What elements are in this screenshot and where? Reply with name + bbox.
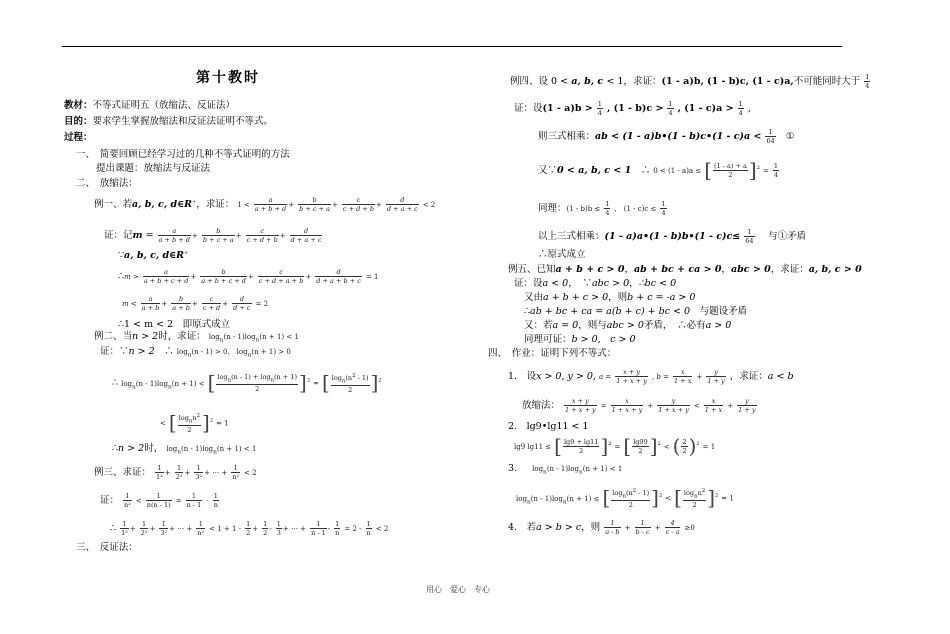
proof-five-sum: 又由a + b + c > 0，则b + c = -a > 0	[524, 292, 696, 303]
example-one: 例一、若a, b, c, d∈R+，求证： 1 < $\frac{a}{a + b + d}$ + $\frac{b}{b + c + a}$ + $\frac{c}{c + d + b}$ + $\frac{d}{d + a + c}$ < 2	[94, 196, 436, 214]
fraction: $\frac{c}{c + d + b}$	[246, 227, 278, 244]
fraction: $\frac{y}{1 + y}$	[707, 368, 725, 385]
proof-two-inequality: ∴ $\log_n(n - 1)\log_n(n + 1)$ < [ $\frac{\log_n(n - 1) + \log_n(n + 1)}{2}$ ]$^2$ = [ $\frac{\log_n(n^2 - 1)}{2}$ ]$^2$	[112, 370, 382, 395]
proof-five-zero-case: 又：若a = 0，则与abc > 0矛盾， ∴必有a > 0	[524, 320, 732, 331]
fraction: $\frac{1}{64}$	[745, 228, 754, 245]
fraction: $\frac{1}{n}$	[366, 520, 371, 537]
process-heading: 过程：	[64, 132, 93, 143]
fraction: $\frac{(1 - a) + a}{2}$	[714, 162, 747, 180]
fraction: $\frac{b}{a + b + c + d}$	[201, 268, 246, 285]
fraction: $\frac{1}{n(n - 1)}$	[146, 492, 171, 509]
fraction: $\frac{b}{b + c + a}$	[299, 196, 330, 214]
fraction: $\frac{a}{a + b + c + d}$	[143, 268, 189, 285]
fraction: $\frac{1}{\text{3²}}$	[195, 464, 203, 481]
fraction: $\frac{b}{a + b}$	[172, 295, 190, 312]
fraction: $\frac{1}{\text{3²}}$	[160, 520, 168, 537]
proof-one-def: 证：记m = $\frac{a}{a + b + d}$ + $\frac{b}{b + c + a}$ + $\frac{c}{c + d + b}$ + $\frac{d}{d + a + c}$	[104, 227, 322, 244]
proof-two-conclusion: ∴n > 2时， $\log_n(n - 1)\log_n(n + 1) < 1$	[112, 443, 257, 456]
proof-four-product: 则三式相乘：ab < (1 - a)b•(1 - b)c•(1 - c)a < $\frac{1}{64}$ ①	[538, 128, 795, 145]
fraction: $\frac{1}{4}$	[661, 200, 666, 217]
fraction: $\frac{x}{1 + x}$	[704, 397, 723, 414]
fraction: $\frac{x + y}{1 + x + y}$	[565, 397, 596, 414]
fraction: $\frac{1}{n - 1}$	[186, 492, 202, 509]
page-footer: 用心 爱心 专心	[426, 585, 490, 594]
fraction: $\frac{\log_n(n^2 - 1)}{2}$	[612, 488, 650, 510]
fraction: $\frac{y}{1 + x + y}$	[658, 397, 689, 414]
proof-four-bound: 又∵0 < a, b, c < 1 ∴ 0 < (1 - a)a ≤ [ $\frac{(1 - a) + a}{2}$ ]$^2$ = $\frac{1}{4}$	[538, 158, 778, 183]
fraction: $\frac{1}{4}$	[605, 200, 610, 217]
fraction: $\frac{d}{d + a + b + c}$	[316, 268, 361, 285]
fraction: $\frac{\lg 99}{2}$	[633, 438, 648, 456]
fraction: $\frac{y}{1 + y}$	[738, 397, 756, 414]
proof-four-assume: 证：设(1 - a)b > $\frac{1}{4}$ , (1 - b)c > $\frac{1}{4}$ , (1 - c)a > $\frac{1}{4}$ ,	[514, 100, 751, 117]
example-two: 例二、当n > 2时，求证： $\log_n(n - 1)\log_n(n + 1) < 1$	[94, 331, 299, 344]
fraction: $\frac{1}{b - c}$	[635, 519, 650, 536]
fraction: $\frac{1}{4}$	[597, 100, 602, 117]
fraction: $\frac{c}{c + d}$	[202, 295, 221, 312]
fraction: $\frac{2}{2}$	[682, 438, 687, 456]
fraction: $\frac{1}{n}$	[335, 520, 340, 537]
fraction: $\frac{1}{4}$	[738, 100, 743, 117]
homework-three: 3. $\log_n(n - 1)\log_n(n + 1) < 1$	[508, 463, 623, 476]
proof-three-step: 证： $\frac{1}{\text{n²}}$ < $\frac{1}{n(n - 1)}$ = $\frac{1}{n - 1}$ - $\frac{1}{n}$	[100, 492, 218, 509]
fraction: $\frac{x}{1 + x}$	[674, 368, 692, 385]
proof-four-similar: 同理：(1 - b)b ≤ $\frac{1}{4}$ , (1 - c)c ≤ $\frac{1}{4}$	[538, 200, 666, 217]
fraction: $\frac{c}{c + d + a + b}$	[258, 268, 304, 285]
page-title: 第十教时	[196, 70, 260, 86]
fraction: $\frac{1}{64}$	[766, 128, 775, 145]
proof-five-assume: 证：设a < 0， ∵abc > 0，∴bc < 0	[514, 278, 677, 289]
fraction: $\frac{1}{\text{1²}}$	[121, 520, 128, 537]
fraction: $\frac{1}{\text{n²}}$	[124, 492, 131, 509]
fraction: $\frac{1}{n}$	[213, 492, 218, 509]
topic-line: 提出课题：放缩法与反证法	[96, 163, 211, 174]
homework-one-hint: 放缩法： $\frac{x + y}{1 + x + y}$ = $\frac{x}{1 + x + y}$ + $\frac{y}{1 + x + y}$ < $\frac{x}{1 + x}$ + $\frac{y}{1 + y}$	[522, 397, 756, 414]
fraction: $\frac{b}{b + c + a}$	[202, 227, 234, 244]
homework-three-hint: $\log_n(n - 1)\log_n(n + 1)$ ≤ [ $\frac{\log_n(n^2 - 1)}{2}$ ]$^2$ < [ $\frac{\log_nn^2}{2}$ ]$^2$ = 1	[516, 485, 734, 510]
fraction: $\frac{1}{4}$	[865, 73, 870, 90]
section-four-heading: 四、 作业：证明下列不等式：	[488, 348, 617, 359]
material-line: 教材：不等式证明五（放缩法、反证法）	[64, 100, 236, 111]
example-five: 例五、已知a + b + c > 0，ab + bc + ca > 0，abc > 0，求证：a, b, c > 0	[508, 264, 862, 275]
proof-five-contradiction: ∴ab + bc + ca = a(b + c) + bc < 0 与题设矛盾	[524, 306, 748, 317]
fraction: $\frac{\log_nn^2}{2}$	[683, 488, 706, 510]
fraction: $\frac{a}{a + b}$	[141, 295, 160, 312]
fraction: $\frac{1}{\text{2²}}$	[140, 520, 148, 537]
fraction: $\frac{1}{2}$	[246, 520, 251, 537]
homework-one: 1. 设x > 0, y > 0, a = $\frac{x + y}{1 + x + y}$ , b = $\frac{x}{1 + x}$ + $\frac{y}{1 + y}$ ，求证：a < b	[508, 368, 794, 385]
fraction: $\frac{1}{\text{n²}}$	[197, 520, 205, 537]
fraction: $\frac{c}{c + d + b}$	[342, 196, 374, 214]
proof-one-upper: m < $\frac{a}{a + b}$ + $\frac{b}{a + b}$ + $\frac{c}{c + d}$ + $\frac{d}{d + c}$ = 2	[122, 295, 269, 312]
fraction: $\frac{\log_nn^2}{2}$	[178, 413, 200, 435]
fraction: $\frac{x + y}{1 + x + y}$	[616, 368, 647, 385]
goal-line: 目的：要求学生掌握放缩法和反证法证明不等式。	[64, 116, 274, 127]
fraction: $\frac{1}{\text{n²}}$	[232, 464, 240, 481]
fraction: $\frac{\lg 9 + \lg 11}{2}$	[563, 438, 599, 456]
proof-three-sum: ∴ $\frac{1}{\text{1²}}$ + $\frac{1}{\text{2²}}$ + $\frac{1}{\text{3²}}$ + ⋯ + $\frac{1}{\text{n²}}$ < 1 + 1 - $\frac{1}{2}$ + $\frac{1}{2}$ - $\frac{1}{3}$ + ⋯ + $\frac{1}{n - 1}$ - $\frac{1}{n}$ = 2 - $\frac{1}{n}$ < 2	[110, 520, 389, 537]
proof-four-conclusion: ∴原式成立	[538, 249, 586, 260]
fraction: $\frac{a}{a + b + d}$	[254, 196, 287, 214]
section-two-heading: 二、 放缩法：	[76, 178, 138, 189]
proof-five-conclusion: 同理可证：b > 0, c > 0	[524, 334, 636, 345]
review-line: 一、 简要回顾已经学习过的几种不等式证明的方法	[76, 149, 290, 160]
fraction: $\frac{\log_n(n^2 - 1)}{2}$	[331, 373, 369, 395]
fraction: $\frac{1}{2}$	[263, 520, 268, 537]
homework-two-hint: lg9 lg11 ≤ [ $\frac{\lg 9 + \lg 11}{2}$ ]$^2$ = [ $\frac{\lg 99}{2}$ ]$^2$ < ( $\frac{2}{2}$ )$^2$ = 1	[514, 434, 716, 459]
proof-one-conclusion: ∴1 < m < 2 即原式成立	[118, 319, 231, 330]
fraction: $\frac{1}{3}$	[276, 520, 281, 537]
example-three: 例三、求证： $\frac{1}{\text{1²}}$ + $\frac{1}{\text{2²}}$ + $\frac{1}{\text{3²}}$ + ⋯ + $\frac{1}{\text{n²}}$ < 2	[94, 464, 257, 481]
fraction: $\frac{d}{d + a + c}$	[386, 196, 418, 214]
fraction: $\frac{1}{4}$	[668, 100, 673, 117]
homework-four: 4. 若a > b > c，则 $\frac{1}{a - b}$ + $\frac{1}{b - c}$ + $\frac{4}{c - a}$ ≥0	[508, 519, 695, 536]
fraction: $\frac{1}{n - 1}$	[311, 520, 326, 537]
proof-one-lower: ∴m > $\frac{a}{a + b + c + d}$ + $\frac{b}{a + b + c + d}$ + $\frac{c}{c + d + a + b}$ + $\frac{d}{d + a + b + c}$ = 1	[118, 268, 379, 285]
proof-four-contradiction: 以上三式相乘：(1 - a)a•(1 - b)b•(1 - c)c≤ $\frac{1}{64}$ 与①矛盾	[538, 228, 807, 245]
fraction: $\frac{4}{c - a}$	[665, 519, 680, 536]
fraction: $\frac{\log_n(n - 1) + \log_n(n + 1)}{2}$	[217, 373, 297, 394]
proof-one-given: ∵a, b, c, d∈R+	[118, 250, 189, 262]
proof-two-given: 证：∵n > 2 ∴ $\log_n(n - 1) > 0$, $\log_n(n + 1) > 0$	[100, 346, 291, 359]
fraction: $\frac{1}{4}$	[773, 162, 778, 180]
homework-two: 2. lg9•lg11 < 1	[508, 421, 589, 432]
fraction: $\frac{1}{a - b}$	[605, 519, 620, 536]
example-four: 例四、设 0 < a, b, c < 1，求证：(1 - a)b, (1 - b)c, (1 - c)a,不可能同时大于 $\frac{1}{4}$	[510, 73, 870, 90]
section-three-heading: 三、 反证法：	[76, 542, 138, 553]
proof-two-bound: < [ $\frac{\log_nn^2}{2}$ ]$^2$ = 1	[160, 410, 229, 435]
fraction: $\frac{d}{d + a + c}$	[290, 227, 322, 244]
header-rule	[62, 46, 842, 47]
fraction: $\frac{x}{1 + x + y}$	[611, 397, 643, 414]
fraction: $\frac{a}{a + b + d}$	[158, 227, 190, 244]
fraction: $\frac{1}{\text{2²}}$	[175, 464, 183, 481]
fraction: $\frac{d}{d + c}$	[233, 295, 251, 312]
fraction: $\frac{1}{\text{1²}}$	[156, 464, 163, 481]
